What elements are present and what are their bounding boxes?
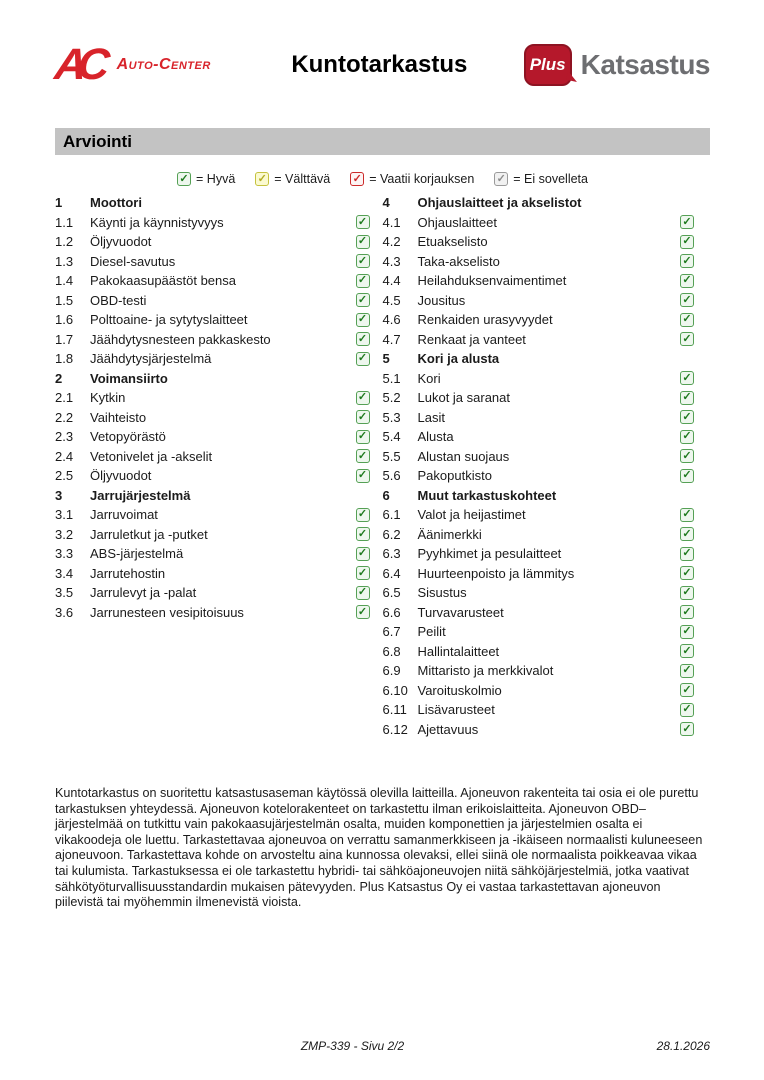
- row-number: 3.5: [55, 585, 74, 601]
- check-icon-good: ✓: [356, 586, 370, 600]
- checklist: [55, 193, 710, 739]
- check-icon-good: ✓: [356, 352, 370, 366]
- row-number: 2.5: [55, 468, 74, 484]
- row-label: Sisustus: [417, 585, 467, 601]
- checklist-column-right: [383, 193, 711, 739]
- row-number: 6.11: [382, 702, 407, 718]
- row-number: 1.4: [55, 273, 74, 289]
- row-label: Hallintalaitteet: [417, 643, 500, 659]
- check-icon-good: ✓: [680, 644, 694, 658]
- checklist-row: [55, 525, 370, 545]
- row-number: 4.3: [382, 253, 401, 269]
- row-label: Vetonivelet ja -akselit: [90, 448, 213, 464]
- disclaimer-text: Kuntotarkastus on suoritettu katsastusaseman käytössä olevilla laitteilla. Ajoneuvon rakenteita tai osia ei ole purettu tarkastuksen yhteydessä. Ajoneuvon kotelorakenteet on tarkastettu ilman erikoislaitteita. Ajoneuvon OBD–järjestelmää on tutkittu vain pakokaasujärjestelmän osalta, muiden komponettien ja järjestelmien osalta ei vikakoodeja ole luettu. Tarkastettavaa ajoneuvoa on verrattu samanmerkkiseen ja -ikäiseen normaalisti kuluneeseen ajoneuvoon. Tarkastettava kohde on arvosteltu aina kunnossa olevaksi, ellei siinä ole normaalista poikkeavaa vikaa tai kulumista. Tarkastuksessa ei ole tarkastettu hybridi- tai sähköajoneuvojen niitä sähköjärjestelmiä, jotka vaativat sähkötyöturvallisuusstandardin mukaisen pätevyyden. Plus Katsastus Oy ei vastaa tarkastettavan ajoneuvon piilevistä tai myöhemmin ilmenevistä vioista.: [55, 786, 703, 910]
- row-label: Lasit: [417, 409, 445, 425]
- row-label: Huurteenpoisto ja lämmitys: [417, 565, 575, 581]
- row-number: 2: [55, 370, 63, 386]
- check-icon-good: ✓: [680, 332, 694, 346]
- row-label: Vaihteisto: [90, 409, 147, 425]
- section-header-label: Arviointi: [63, 131, 132, 151]
- row-number: 6.8: [382, 643, 401, 659]
- row-number: 5: [382, 351, 390, 367]
- checklist-row: [55, 330, 370, 350]
- check-icon-good: ✓: [680, 430, 694, 444]
- page-footer: [55, 1039, 710, 1053]
- row-label: Alusta: [417, 429, 454, 445]
- check-icon-good: ✓: [680, 410, 694, 424]
- check-icon-good: ✓: [356, 274, 370, 288]
- checklist-row: [383, 271, 695, 291]
- checklist-row: [55, 583, 370, 603]
- rating-legend: [55, 172, 710, 186]
- check-icon-good: ✓: [680, 469, 694, 483]
- checklist-row: [55, 603, 370, 623]
- check-icon-good: ✓: [356, 254, 370, 268]
- checklist-row: [383, 310, 695, 330]
- row-label: Ajettavuus: [417, 721, 479, 737]
- check-icon-good: ✓: [356, 332, 370, 346]
- checklist-section-row: [55, 486, 370, 506]
- legend-label: = Ei sovelleta: [513, 172, 588, 186]
- checklist-row: [383, 252, 695, 272]
- plus-katsastus-logo: [524, 44, 710, 86]
- checklist-row: [55, 291, 370, 311]
- row-number: 4.6: [382, 312, 401, 328]
- legend-item-repair: [350, 172, 474, 186]
- check-icon-good: ✓: [680, 605, 694, 619]
- check-icon-good: ✓: [680, 215, 694, 229]
- row-label: Jarrulevyt ja -palat: [90, 585, 197, 601]
- checklist-row: [383, 427, 695, 447]
- row-number: 5.4: [382, 429, 401, 445]
- row-number: 5.1: [382, 370, 401, 386]
- checklist-row: [383, 408, 695, 428]
- check-icon-good: ✓: [356, 547, 370, 561]
- check-icon-good: ✓: [356, 527, 370, 541]
- checklist-row: [383, 466, 695, 486]
- check-icon-good: ✓: [356, 410, 370, 424]
- check-icon-good: ✓: [680, 371, 694, 385]
- checklist-row: [383, 642, 695, 662]
- row-label: Heilahduksenvaimentimet: [417, 273, 567, 289]
- row-label: Pakoputkisto: [417, 468, 492, 484]
- check-icon-good: ✓: [680, 703, 694, 717]
- check-icon-good: ✓: [177, 172, 191, 186]
- checklist-section-row: [383, 486, 695, 506]
- row-label: Lisävarusteet: [417, 702, 495, 718]
- row-number: 1.1: [55, 214, 74, 230]
- row-label: Jäähdytysnesteen pakkaskesto: [90, 331, 271, 347]
- checklist-row: [383, 661, 695, 681]
- checklist-row: [55, 466, 370, 486]
- row-number: 6.7: [382, 624, 401, 640]
- checklist-row: [55, 544, 370, 564]
- row-label: Moottori: [90, 195, 142, 211]
- row-number: 5.2: [382, 390, 401, 406]
- row-label: Taka-akselisto: [417, 253, 500, 269]
- checklist-row: [383, 505, 695, 525]
- row-label: Peilit: [417, 624, 446, 640]
- check-icon-good: ✓: [680, 449, 694, 463]
- checklist-row: [383, 213, 695, 233]
- check-icon-good: ✓: [356, 430, 370, 444]
- checklist-row: [55, 310, 370, 330]
- row-number: 3.2: [55, 526, 74, 542]
- row-label: Pakokaasupäästöt bensa: [90, 273, 236, 289]
- legend-label: = Hyvä: [196, 172, 236, 186]
- row-number: 1.8: [55, 351, 74, 367]
- row-label: Mittaristo ja merkkivalot: [417, 663, 554, 679]
- checklist-row: [383, 369, 695, 389]
- check-icon-na: ✓: [494, 172, 508, 186]
- checklist-row: [55, 447, 370, 467]
- checklist-row: [383, 700, 695, 720]
- row-number: 2.4: [55, 448, 74, 464]
- footer-page-label: ZMP-339 - Sivu 2/2: [300, 1039, 405, 1053]
- check-icon-good: ✓: [356, 566, 370, 580]
- check-icon-good: ✓: [680, 722, 694, 736]
- row-number: 3.6: [55, 604, 74, 620]
- row-number: 3.4: [55, 565, 74, 581]
- checklist-section-row: [383, 349, 695, 369]
- plus-badge-icon: Plus: [524, 44, 572, 86]
- row-number: 6.9: [382, 663, 401, 679]
- row-number: 4.4: [382, 273, 401, 289]
- auto-center-logo: [52, 40, 235, 89]
- checklist-row: [383, 583, 695, 603]
- check-icon-good: ✓: [356, 508, 370, 522]
- row-number: 5.5: [382, 448, 401, 464]
- row-number: 1.6: [55, 312, 74, 328]
- row-number: 1.5: [55, 292, 74, 308]
- legend-label: = Vaatii korjauksen: [369, 172, 475, 186]
- row-number: 4.5: [382, 292, 401, 308]
- row-label: Jarrujärjestelmä: [90, 487, 191, 503]
- row-number: 1: [55, 195, 63, 211]
- row-label: ABS-järjestelmä: [90, 546, 184, 562]
- row-label: Muut tarkastuskohteet: [417, 487, 557, 503]
- legend-item-good: [177, 172, 235, 186]
- row-label: Jarrutehostin: [90, 565, 166, 581]
- row-label: Ohjauslaitteet ja akselistot: [417, 195, 582, 211]
- row-label: Pyyhkimet ja pesulaitteet: [417, 546, 562, 562]
- page-title: Kuntotarkastus: [291, 51, 468, 78]
- check-icon-good: ✓: [356, 235, 370, 249]
- checklist-row: [383, 622, 695, 642]
- check-icon-good: ✓: [680, 683, 694, 697]
- check-icon-good: ✓: [356, 605, 370, 619]
- row-label: Jäähdytysjärjestelmä: [90, 351, 212, 367]
- row-number: 1.7: [55, 331, 74, 347]
- legend-item-fair: [255, 172, 330, 186]
- row-number: 6: [382, 487, 390, 503]
- row-label: Vetopyörästö: [90, 429, 166, 445]
- row-label: Jarruvoimat: [90, 507, 158, 523]
- legend-label: = Välttävä: [274, 172, 331, 186]
- checklist-row: [55, 213, 370, 233]
- check-icon-good: ✓: [680, 293, 694, 307]
- row-label: Ohjauslaitteet: [417, 214, 497, 230]
- checklist-row: [55, 388, 370, 408]
- check-icon-good: ✓: [680, 664, 694, 678]
- row-number: 2.2: [55, 409, 74, 425]
- checklist-row: [383, 291, 695, 311]
- row-label: Turvavarusteet: [417, 604, 504, 620]
- row-number: 1.3: [55, 253, 74, 269]
- row-label: Kori ja alusta: [417, 351, 500, 367]
- row-number: 6.2: [382, 526, 401, 542]
- check-icon-good: ✓: [680, 274, 694, 288]
- row-number: 4.1: [382, 214, 401, 230]
- row-number: 6.5: [382, 585, 401, 601]
- checklist-row: [55, 232, 370, 252]
- checklist-row: [383, 564, 695, 584]
- checklist-column-left: [55, 193, 383, 739]
- row-number: 6.12: [382, 721, 408, 737]
- row-label: Polttoaine- ja sytytyslaitteet: [90, 312, 248, 328]
- check-icon-good: ✓: [680, 586, 694, 600]
- row-label: Diesel-savutus: [90, 253, 176, 269]
- row-number: 3.3: [55, 546, 74, 562]
- row-label: Öljyvuodot: [90, 234, 152, 250]
- check-icon-good: ✓: [680, 625, 694, 639]
- legend-item-na: [494, 172, 588, 186]
- row-label: Äänimerkki: [417, 526, 482, 542]
- row-number: 1.2: [55, 234, 74, 250]
- checklist-row: [383, 603, 695, 623]
- row-label: Kytkin: [90, 390, 126, 406]
- row-label: OBD-testi: [90, 292, 147, 308]
- checklist-row: [55, 349, 370, 369]
- checklist-section-row: [55, 369, 370, 389]
- check-icon-good: ✓: [356, 391, 370, 405]
- check-icon-good: ✓: [680, 527, 694, 541]
- row-number: 4.7: [382, 331, 401, 347]
- checklist-row: [383, 681, 695, 701]
- row-label: Jousitus: [417, 292, 466, 308]
- checklist-row: [383, 720, 695, 740]
- row-label: Kori: [417, 370, 441, 386]
- checklist-row: [55, 505, 370, 525]
- row-label: Käynti ja käynnistyvyys: [90, 214, 224, 230]
- row-label: Öljyvuodot: [90, 468, 152, 484]
- row-label: Etuakselisto: [417, 234, 488, 250]
- row-label: Voimansiirto: [90, 370, 168, 386]
- footer-date: 28.1.2026: [656, 1039, 710, 1053]
- checklist-section-row: [383, 193, 695, 213]
- checklist-row: [383, 544, 695, 564]
- row-number: 6.1: [382, 507, 401, 523]
- checklist-row: [55, 427, 370, 447]
- checklist-section-row: [55, 193, 370, 213]
- auto-center-logo-text: Auto-Center: [116, 56, 211, 73]
- row-label: Valot ja heijastimet: [417, 507, 526, 523]
- row-number: 6.6: [382, 604, 401, 620]
- check-icon-good: ✓: [356, 449, 370, 463]
- check-icon-good: ✓: [680, 508, 694, 522]
- checklist-row: [55, 271, 370, 291]
- row-number: 4: [382, 195, 390, 211]
- checklist-row: [383, 525, 695, 545]
- check-icon-fair: ✓: [255, 172, 269, 186]
- check-icon-good: ✓: [680, 391, 694, 405]
- plus-katsastus-logo-text: Katsastus: [580, 49, 710, 80]
- check-icon-good: ✓: [356, 215, 370, 229]
- row-number: 6.10: [382, 682, 408, 698]
- check-icon-good: ✓: [680, 566, 694, 580]
- check-icon-good: ✓: [356, 313, 370, 327]
- check-icon-good: ✓: [680, 313, 694, 327]
- checklist-row: [383, 388, 695, 408]
- check-icon-good: ✓: [356, 469, 370, 483]
- row-label: Alustan suojaus: [417, 448, 510, 464]
- checklist-row: [55, 408, 370, 428]
- row-label: Lukot ja saranat: [417, 390, 511, 406]
- row-label: Jarrunesteen vesipitoisuus: [90, 604, 244, 620]
- row-number: 2.1: [55, 390, 74, 406]
- row-label: Jarruletkut ja -putket: [90, 526, 208, 542]
- row-number: 6.3: [382, 546, 401, 562]
- checklist-row: [383, 447, 695, 467]
- check-icon-good: ✓: [356, 293, 370, 307]
- row-number: 5.3: [382, 409, 401, 425]
- checklist-row: [383, 232, 695, 252]
- header: [52, 36, 710, 94]
- checklist-row: [383, 330, 695, 350]
- row-number: 4.2: [382, 234, 401, 250]
- check-icon-good: ✓: [680, 235, 694, 249]
- row-number: 6.4: [382, 565, 401, 581]
- check-icon-repair: ✓: [350, 172, 364, 186]
- checklist-row: [55, 252, 370, 272]
- checklist-row: [55, 564, 370, 584]
- row-label: Renkaiden urasyvyydet: [417, 312, 553, 328]
- row-number: 5.6: [382, 468, 401, 484]
- row-label: Varoituskolmio: [417, 682, 502, 698]
- check-icon-good: ✓: [680, 547, 694, 561]
- row-label: Renkaat ja vanteet: [417, 331, 526, 347]
- row-number: 3: [55, 487, 63, 503]
- auto-center-logo-icon: AC: [52, 40, 104, 89]
- row-number: 2.3: [55, 429, 74, 445]
- row-number: 3.1: [55, 507, 74, 523]
- section-header-arviointi: [55, 128, 710, 155]
- check-icon-good: ✓: [680, 254, 694, 268]
